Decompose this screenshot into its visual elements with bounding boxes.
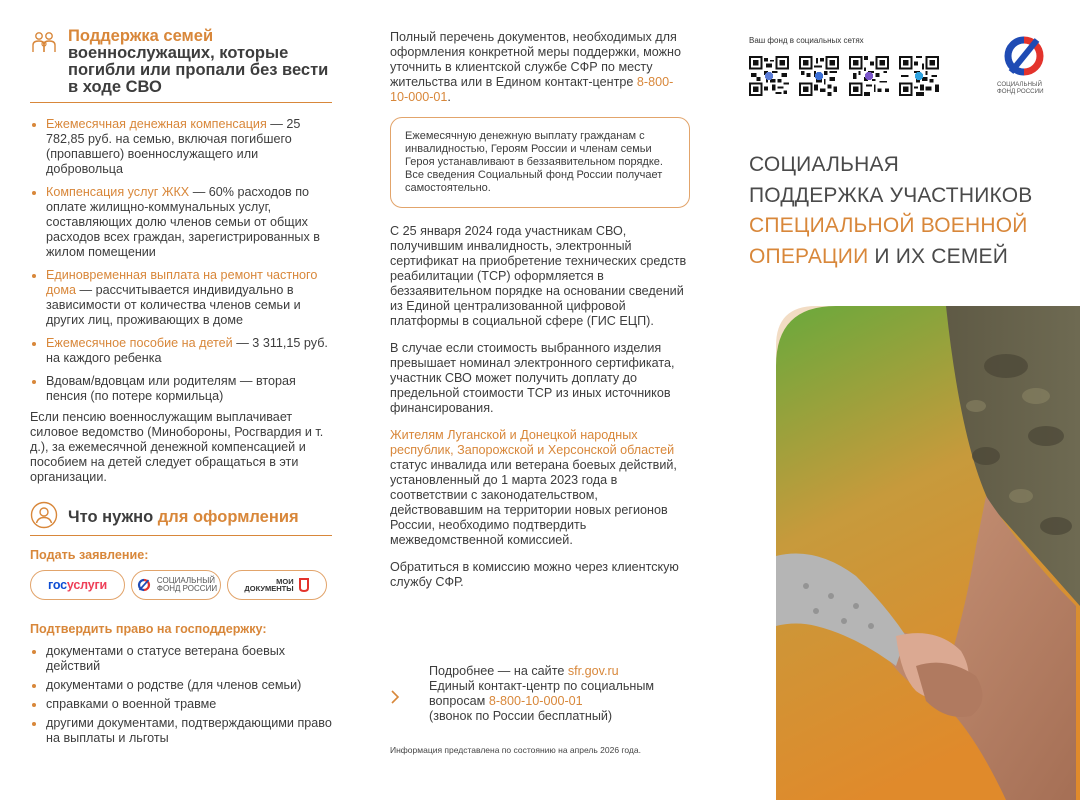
qr-code-icon[interactable] <box>749 56 789 96</box>
mydocuments-link[interactable]: МОИ ДОКУМЕНТЫ <box>227 570 327 600</box>
section-family-support-header <box>30 28 332 96</box>
note-box: Ежемесячную денежную выплату гражданам с инвалидностью, Героям России и членам семьи Героя устанавливают в беззаявительном порядке. Все сведения Социальный фонд России получает самостоятельно. <box>390 117 690 208</box>
footnote: Информация представлена по состоянию на апрель 2026 года. <box>390 745 641 755</box>
tsr-paragraph: С 25 января 2024 года участникам СВО, получившим инвалидность, электронный сертификат на приобретение технических средств реабилитации (ТСР) оформляется в беззаявительном порядке на основании сведений из Единой централизованной цифровой платформы в социальной сфере (ГИС ЕЦП). <box>390 224 687 328</box>
apply-label: Подать заявление: <box>30 548 149 562</box>
sfr-logo-icon <box>997 34 1051 78</box>
list-item: Ежемесячная денежная компенсация — 25 782,85 руб. на семью, включая погибшего (пропавшего) военнослужащего или добровольца <box>30 117 332 177</box>
family-icon <box>30 28 58 56</box>
holding-hands-image <box>776 306 1080 800</box>
commission-paragraph: Обратиться в комиссию можно через клиентскую службу СФР. <box>390 560 679 589</box>
cost-paragraph: В случае если стоимость выбранного изделия превышает номинал электронного сертификата, участник СВО может получить доплату до предельной стоимости ТСР из иных источников финансирования. <box>390 341 675 415</box>
person-circle-icon <box>30 501 58 529</box>
confirm-documents-list <box>30 644 332 746</box>
list-item: Вдовам/вдовцам или родителям — вторая пенсия (по потере кормильца) <box>30 374 332 404</box>
mydocuments-icon <box>298 578 310 592</box>
qr-code-icon[interactable] <box>799 56 839 96</box>
gosuslugi-link[interactable]: госуслуги <box>30 570 125 600</box>
hands-photo <box>776 306 1080 800</box>
list-item: документами о родстве (для членов семьи) <box>30 678 332 693</box>
qr-code-icon[interactable] <box>849 56 889 96</box>
more-info-block: Подробнее — на сайте sfr.gov.ru Единый контакт-центр по социальным вопросам 8-800-10-000-01 (звонок по России бесплатный) <box>390 664 690 724</box>
website-link[interactable]: sfr.gov.ru <box>567 664 619 678</box>
divider <box>30 102 332 103</box>
sfr-logo: СОЦИАЛЬНЫЙ ФОНД РОССИИ <box>994 34 1054 95</box>
section-title: Что нужно для оформления <box>68 508 299 526</box>
contact-phone-bottom[interactable]: 8-800-10-000-01 <box>488 694 583 708</box>
sfr-logo-icon <box>135 578 153 592</box>
intro-paragraph: Полный перечень документов, необходимых для оформления конкретной меры поддержки, можно уточнить в клиентской службе СФР по месту жительства или в Едином контакт-центре 8-800-10-000-01. <box>390 30 682 104</box>
regions-paragraph: Жителям Луганской и Донецкой народных республик, Запорожской и Херсонской областей статус инвалида или ветерана боевых действий, установленный до 1 марта 2023 года в соответствии с законодательством, действовавшим на территории новых регионов России, необходимо подтвердить межведомственной комиссией. <box>390 428 677 547</box>
benefits-list <box>30 117 332 404</box>
social-label: Ваш фонд в социальных сетях <box>749 36 864 45</box>
confirm-label: Подтвердить право на господдержку: <box>30 622 267 636</box>
brochure-title: СОЦИАЛЬНАЯ ПОДДЕРЖКА УЧАСТНИКОВ СПЕЦИАЛЬНОЙ ВОЕННОЙ ОПЕРАЦИИ И ИХ СЕМЕЙ <box>749 153 1033 268</box>
qr-codes <box>749 56 939 96</box>
list-item: Единовременная выплата на ремонт частного дома — рассчитывается индивидуально в зависимости от количества членов семьи и других лиц, проживающих в доме <box>30 268 332 328</box>
left-column <box>30 28 332 750</box>
pension-note: Если пенсию военнослужащим выплачивает силовое ведомство (Минобороны, Росгвардия и т. д.), за ежемесячной денежной компенсацией и пособием на детей следует обращаться в эти организации. <box>30 410 324 484</box>
divider <box>30 535 332 536</box>
service-links <box>30 570 332 600</box>
list-item: справками о военной травме <box>30 697 332 712</box>
list-item: документами о статусе ветерана боевых действий <box>30 644 332 674</box>
section-documents-header <box>30 501 332 529</box>
qr-code-icon[interactable] <box>899 56 939 96</box>
contact-phone[interactable]: 8-800-10-000-01 <box>390 75 674 104</box>
list-item: Ежемесячное пособие на детей — 3 311,15 руб. на каждого ребенка <box>30 336 332 366</box>
chevron-right-icon <box>390 690 400 704</box>
list-item: другими документами, подтверждающими право на выплаты и льготы <box>30 716 332 746</box>
list-item: Компенсация услуг ЖКХ — 60% расходов по оплате жилищно-коммунальных услуг, составляющих долю членов семьи от общих расходов всех граждан, зарегистрированных в жилом помещении <box>30 185 332 260</box>
sfr-link[interactable]: СОЦИАЛЬНЫЙ ФОНД РОССИИ <box>131 570 221 600</box>
section-title: Поддержка семей военнослужащих, которые погибли или пропали без вести в ходе СВО <box>68 27 329 96</box>
middle-column <box>390 30 690 602</box>
